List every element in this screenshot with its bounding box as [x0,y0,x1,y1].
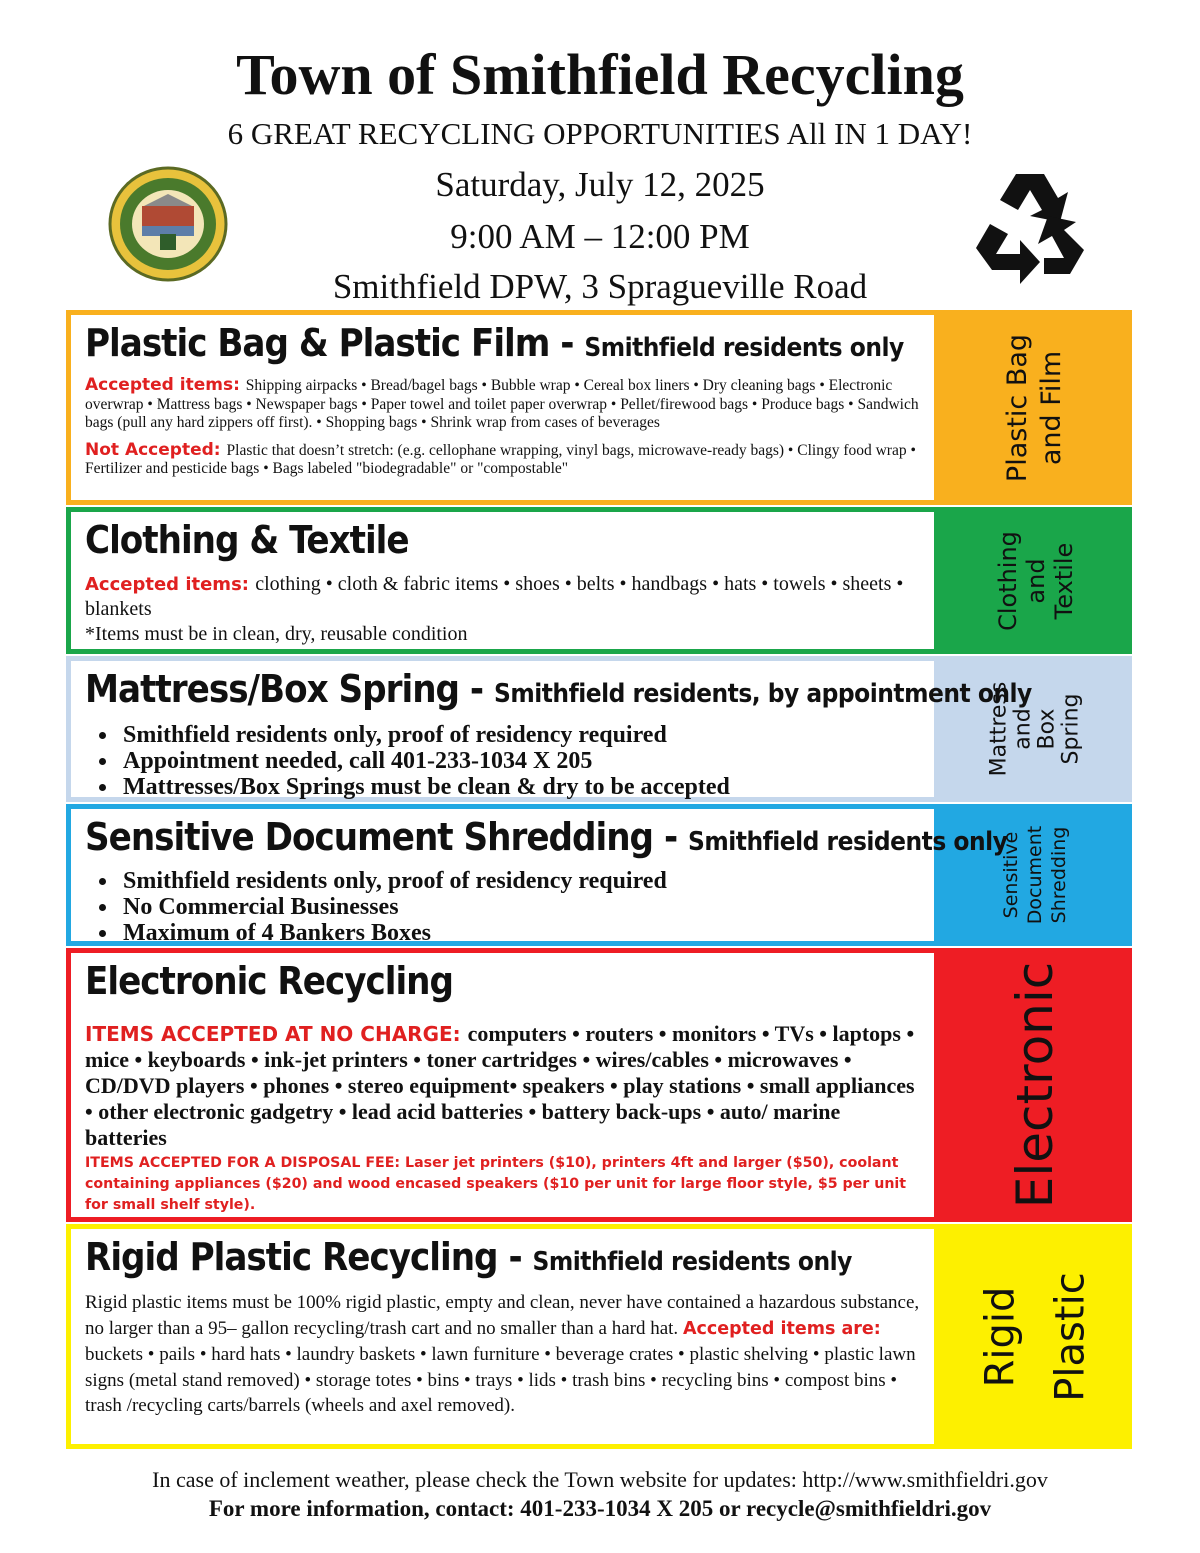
free-items-label: ITEMS ACCEPTED AT NO CHARGE: [85,1022,468,1046]
mattress-requirements [85,722,924,800]
side-label-rigid-plastic: Rigid Plastic [977,1271,1094,1402]
accepted-label: Accepted items: [85,375,246,395]
section-title: Mattress/Box Spring - Smithfield residents, by appointment only [85,667,1032,711]
section-subtitle: Smithfield residents, by appointment only [494,679,1032,709]
section-clothing [66,507,1132,654]
list-item: • Smithfield residents only, proof of residency required [119,868,924,894]
list-item: • No Commercial Businesses [119,894,924,920]
section-title: Electronic Recycling [85,959,453,1003]
section-plastic-bag [66,310,1132,505]
event-date: Saturday, July 12, 2025 [435,165,765,204]
side-label-electronic: Electronic [1006,961,1065,1209]
section-title: Sensitive Document Shredding - Smithfield residents only [85,815,1008,859]
event-location: Smithfield DPW, 3 Spragueville Road [332,267,868,306]
free-items: computers • routers • monitors • TVs • laptops • mice • keyboards • ink-jet printers • toner cartridges • wires/cables • microwaves • CD/DVD players • phones • stereo equipment• speakers • play stations • small appliances • other electronic gadgetry • lead acid batteries • battery back-ups • auto/ marine batteries [85,1021,915,1150]
section-rigid-plastic [66,1224,1132,1449]
not-accepted-items: Plastic that doesn’t stretch: (e.g. cellophane wrapping, vinyl bags, microwave-ready bags) • Clingy food wrap • Fertilizer and pesticide bags • Bags labeled "biodegradable" or "compostable" [85,441,916,477]
side-label-mattress: Mattress and Box Spring [986,681,1084,777]
list-item: • Maximum of 4 Bankers Boxes [119,920,924,946]
section-subtitle: Smithfield residents only [584,333,904,363]
section-shredding [66,804,1132,946]
section-title: Rigid Plastic Recycling - Smithfield residents only [85,1235,852,1279]
contact-info: For more information, contact: 401-233-1034 X 205 or recycle@smithfieldri.gov [208,1496,992,1521]
side-label-clothing: Clothing and Textile [993,530,1078,631]
recycle-symbol-icon [966,166,1094,290]
section-title: Clothing & Textile [85,518,409,562]
side-label-plastic-bag: Plastic Bag and Film [1002,333,1068,482]
condition-note: *Items must be in clean, dry, reusable condition [85,623,468,645]
town-seal-icon [108,166,228,282]
accepted-items: buckets • pails • hard hats • laundry baskets • lawn furniture • beverage crates • plastic shelving • plastic lawn signs (metal stand removed) • storage totes • bins • trays • lids • trash bins • recycling bins • compost bins • trash /recycling carts/barrels (wheels and axel removed). [85,1344,916,1416]
list-item: • Appointment needed, call 401-233-1034 X 205 [119,748,924,774]
section-subtitle: Smithfield residents only [688,827,1008,857]
side-label-shredding: Sensitive Document Shredding [1000,825,1071,925]
list-item: • Mattresses/Box Springs must be clean & dry to be accepted [119,774,924,800]
accepted-label: Accepted items are: [682,1318,881,1339]
section-subtitle: Smithfield residents only [532,1247,852,1277]
accepted-items: clothing • cloth & fabric items • shoes • belts • handbags • hats • towels • sheets • blankets [85,573,904,620]
page-title: Town of Smithfield Recycling [236,42,964,107]
section-electronic [66,948,1132,1222]
section-title: Plastic Bag & Plastic Film - Smithfield residents only [85,321,904,365]
shredding-requirements [85,868,924,946]
event-time: 9:00 AM – 12:00 PM [450,217,750,256]
list-item: • Smithfield residents only, proof of residency required [119,722,924,748]
page-subtitle: 6 GREAT RECYCLING OPPORTUNITIES All IN 1 DAY! [227,116,973,151]
disposal-fee-items: ITEMS ACCEPTED FOR A DISPOSAL FEE: Laser jet printers ($10), printers 4ft and larger ($50), coolant containing appliances ($20) and wood encased speakers ($10 per unit for large floor style, $5 per unit for small shelf style). [85,1155,907,1213]
rigid-intro: Rigid plastic items must be 100% rigid plastic, empty and clean, never have contained a hazardous substance, no larger than a 95– gallon recycling/trash cart and no smaller than a hard hat. [85,1292,920,1339]
weather-notice: In case of inclement weather, please check the Town website for updates: http://www.smithfieldri.gov [152,1467,1048,1492]
section-mattress [66,656,1132,802]
accepted-label: Accepted items: [85,574,256,595]
accepted-items: Shipping airpacks • Bread/bagel bags • Bubble wrap • Cereal box liners • Dry cleaning bags • Electronic overwrap • Mattress bags • Newspaper bags • Paper towel and toilet paper overwrap • Pellet/firewood bags • Produce bags • Sandwich bags (pull any hard zippers off first). • Shopping bags • Shrink wrap from cases of beverages [85,377,919,431]
not-accepted-label: Not Accepted: [85,439,227,460]
